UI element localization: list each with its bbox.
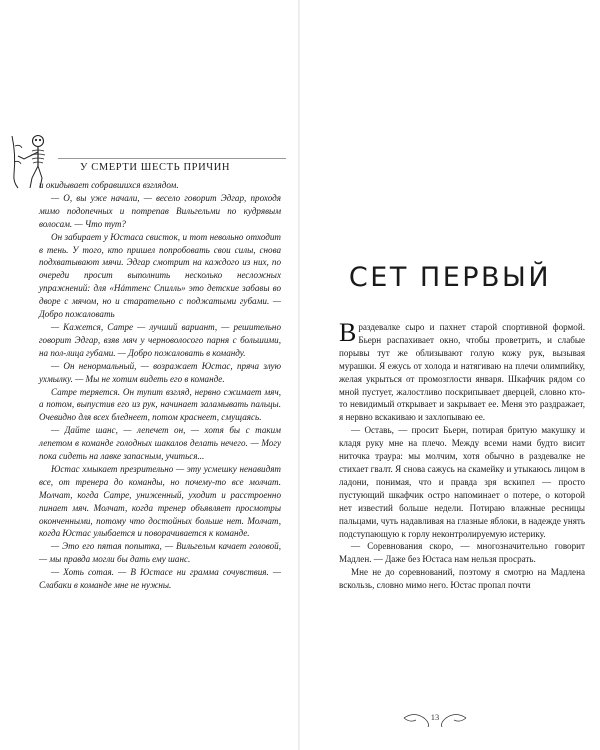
- page-number: 13: [430, 712, 440, 722]
- left-page-text: [39, 179, 281, 592]
- running-head: [18, 140, 286, 180]
- paragraph: — Хоть сотая. — В Юстасе ни грамма сочувствия. — Слабаки в команде мне не нужны.: [39, 567, 281, 591]
- running-head-title: У СМЕРТИ ШЕСТЬ ПРИЧИН: [80, 162, 231, 173]
- paragraph: Юстас хмыкает презрительно — эту усмешку ненавидят все, от тренера до команды, но почему-то все молчат. Молчат, когда Сатре, униженный, уходит и расстроенно пинает мяч. Молчат, когда тренер объявляет просмотры оконченными, потому что достойных больше нет. Молчат, когда Юстас улыбается и поворачивается к команде.: [39, 463, 281, 539]
- drop-cap: В: [339, 318, 357, 347]
- paragraph: — Оставь, — просит Бьерн, потирая бритую макушку и кладя руку мне на плечо. Между всеми нами будто висит ниточка траура: мы молчим, хотя обычно в раздевалке не стихает гвалт. Я снова сажусь на скамейку и утыкаюсь лицом в ладони, понимая, что и правда зря вскипел — просто пустующий шкафчик остро напоминает о потере, о которой нет известий больше недели. Потираю влажные ресницы пальцами, чуть надавливая на глазные яблоки, в надежде унять подступающую к горлу неконтролируемую истерику.: [339, 425, 585, 539]
- right-page-text: [339, 318, 585, 592]
- opening-text: раздевалке сыро и пахнет старой спортивной формой. Бьерн распахивает окно, чтобы проветрить, и слабые порывы тут же облизывают голую кожу рук, вызывая мурашки. Я ежусь от холода и натягиваю на плечи олимпийку, желая укрыться от промозглости января. Шкафчик рядом со мной пустует, жалостливо поскрипывает дверцей, словно кто-то невидимый открывает и закрывает ее. Меня это раздражает, я нервно вскакиваю и захлопываю ее.: [339, 322, 585, 423]
- paragraph: Мне не до соревнований, поэтому я смотрю на Мадлена вскользь, словно мимо него. Юстас пропал почти: [339, 567, 585, 591]
- paragraph: — Кажется, Сатре — лучший вариант, — решительно говорит Эдгар, взяв мяч у черноволосого парня с большими, на пол-лица губами. — Добро пожаловать в команду.: [39, 321, 281, 358]
- paragraph: — Это его пятая попытка, — Вильгельм качает головой, — мы правда могли бы дать ему шанс.: [39, 541, 281, 565]
- paragraph: Сатре теряется. Он тупит взгляд, нервно сжимает мяч, а потом, выпустив его из рук, начинает заламывать пальцы. Очевидно для всех бледнеет, потом краснеет, смущаясь.: [39, 386, 281, 423]
- page-folio: [400, 707, 470, 729]
- paragraph: — О, вы уже начали, — весело говорит Эдгар, проходя мимо подопечных и потрепав Вильгельми по кудрявым волосам. — Что тут?: [39, 192, 281, 229]
- paragraph: и окидывает собравшихся взглядом.: [39, 180, 179, 190]
- paragraph: Он забирает у Юстаса свисток, и тот невольно отходит в тень. У того, кто пришел попробовать свои силы, снова подхватывают мячи. Эдгар смотрит на каждого из них, по очереди просит выполнить несколько несложных упражнений: для «Нáттенс Спилль» это детские забавы во дворе с мячом, но и старательно с поджатыми губами. — Добро пожаловать: [39, 231, 281, 320]
- right-page: [300, 0, 600, 750]
- paragraph: — Дайте шанс, — лепечет он, — хотя бы с таким лепетом в команде голодных шакалов делать нечего. — Могу пока сидеть на лавке запасным, учиться...: [39, 425, 281, 462]
- chapter-title: СЕТ ПЕРВЫЙ: [348, 262, 552, 293]
- opening-paragraph: [339, 318, 585, 424]
- paragraph: — Соревнования скоро, — многозначительно говорит Мадлен. — Даже без Юстаса нам нельзя просрать.: [339, 541, 585, 565]
- paragraph: — Он ненормальный, — возражает Юстас, пряча злую ухмылку. — Мы не хотим видеть его в команде.: [39, 360, 281, 384]
- running-head-rule: [58, 158, 286, 159]
